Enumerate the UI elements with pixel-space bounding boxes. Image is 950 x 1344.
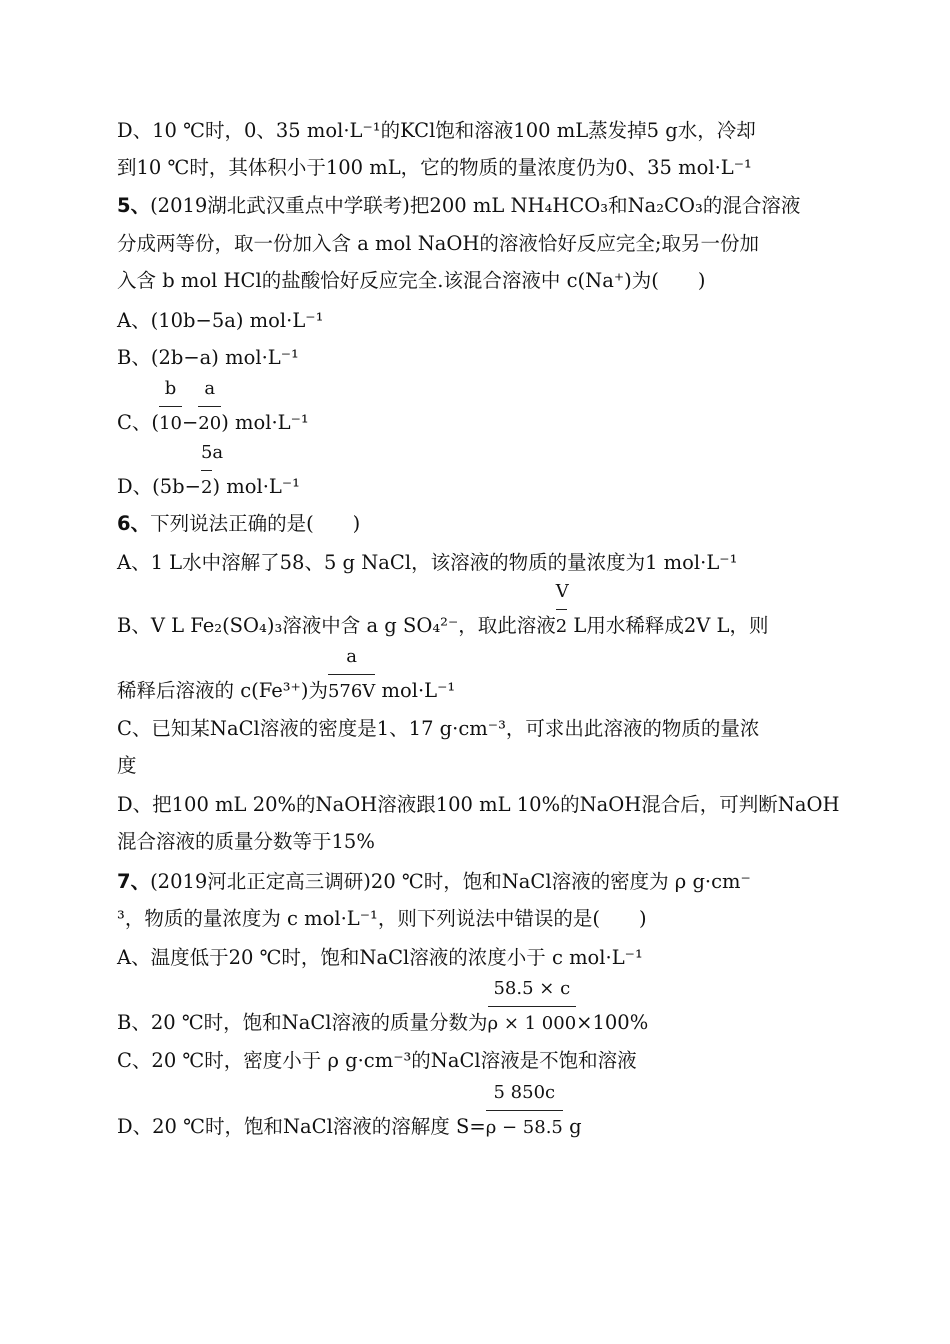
numerator: V (556, 579, 567, 610)
numerator: 5a (201, 440, 212, 471)
text-line: 入含 b mol HCl的盐酸恰好反应完全.该混合溶液中 c(Na⁺)为( ) (117, 269, 706, 292)
fraction (485, 1082, 563, 1141)
text-span: D、(5b− (117, 475, 201, 498)
denominator: 20 (198, 413, 222, 434)
numerator: b (159, 376, 182, 407)
question-number: 7、 (117, 870, 151, 893)
option-c: C、已知某NaCl溶液的密度是1、17 g·cm⁻³，可求出此溶液的物质的量浓 (117, 717, 760, 740)
fraction (200, 442, 224, 501)
question-number: 5、 (117, 194, 151, 217)
text-span: ) mol·L⁻¹ (212, 475, 300, 498)
option-d: D、把100 mL 20%的NaOH溶液跟100 mL 10%的NaOH混合后，可判断NaOH (117, 793, 840, 816)
question-7-stem (117, 869, 751, 895)
numerator: a (198, 376, 221, 407)
question-5-stem (117, 193, 800, 219)
denominator: 576V (327, 681, 376, 702)
text-span: D、20 ℃时，饱和NaCl溶液的溶解度 S= (117, 1115, 486, 1138)
question-6-stem (117, 511, 360, 537)
denominator: 2 (200, 477, 213, 498)
denominator: ρ − 58.5 (485, 1117, 563, 1138)
numerator: a (328, 644, 375, 675)
option-a: A、1 L水中溶解了58、5 g NaCl，该溶液的物质的量浓度为1 mol·L⁻¹ (117, 551, 738, 574)
text-line: 混合溶液的质量分数等于15% (117, 830, 375, 853)
text-line: ³，物质的量浓度为 c mol·L⁻¹，则下列说法中错误的是( ) (117, 907, 647, 930)
text-span: ) mol·L⁻¹ (221, 411, 309, 434)
text-span: C、( (117, 411, 160, 434)
option-d (117, 442, 300, 501)
numerator: 5 850c (486, 1080, 563, 1111)
fraction (555, 581, 569, 640)
text-span: ×100% (576, 1011, 649, 1034)
option-b: B、(2b−a) mol·L⁻¹ (117, 346, 299, 369)
text-span: L用水稀释成2V L，则 (567, 614, 769, 637)
text-line: D、10 ℃时，0、35 mol·L⁻¹的KCl饱和溶液100 mL蒸发掉5 g水，冷却 (117, 119, 756, 142)
text-span: mol·L⁻¹ (375, 679, 456, 702)
text-span: g (562, 1115, 582, 1138)
fraction (159, 378, 182, 437)
fraction (327, 646, 376, 705)
text-span: 稀释后溶液的 c(Fe³⁺)为 (117, 679, 328, 702)
text-line: 分成两等份，取一份加入含 a mol NaOH的溶液恰好反应完全;取另一份加 (117, 232, 759, 255)
fraction (198, 378, 222, 437)
text-span: B、V L Fe₂(SO₄)₃溶液中含 a g SO₄²⁻，取此溶液 (117, 614, 556, 637)
text-span: 下列说法正确的是( ) (150, 512, 361, 535)
option-a: A、(10b−5a) mol·L⁻¹ (117, 309, 324, 332)
option-d (117, 1082, 582, 1141)
text-line: 到10 ℃时，其体积小于100 mL，它的物质的量浓度仍为0、35 mol·L⁻¹ (117, 156, 752, 179)
denominator: 2 (555, 616, 568, 637)
text-span: (2019湖北武汉重点中学联考)把200 mL NH₄HCO₃和Na₂CO₃的混合溶液 (150, 194, 801, 217)
text-line (117, 646, 456, 705)
numerator: 58.5 × c (488, 976, 577, 1007)
text-span: B、20 ℃时，饱和NaCl溶液的质量分数为 (117, 1011, 488, 1034)
option-c: C、20 ℃时，密度小于 ρ g·cm⁻³的NaCl溶液是不饱和溶液 (117, 1049, 637, 1072)
option-b (117, 581, 769, 640)
option-a: A、温度低于20 ℃时，饱和NaCl溶液的浓度小于 c mol·L⁻¹ (117, 946, 643, 969)
text-line: 度 (117, 754, 137, 777)
denominator: 10 (159, 413, 182, 434)
text-span: (2019河北正定高三调研)20 ℃时，饱和NaCl溶液的密度为 ρ g·cm⁻ (150, 870, 751, 893)
question-number: 6、 (117, 512, 151, 535)
option-c: C、( $\frac{b}{10}-$ $\frac{a}{20}$) mol·L⁻¹ (117, 410, 309, 437)
denominator: ρ × 1 000 (487, 1013, 577, 1034)
